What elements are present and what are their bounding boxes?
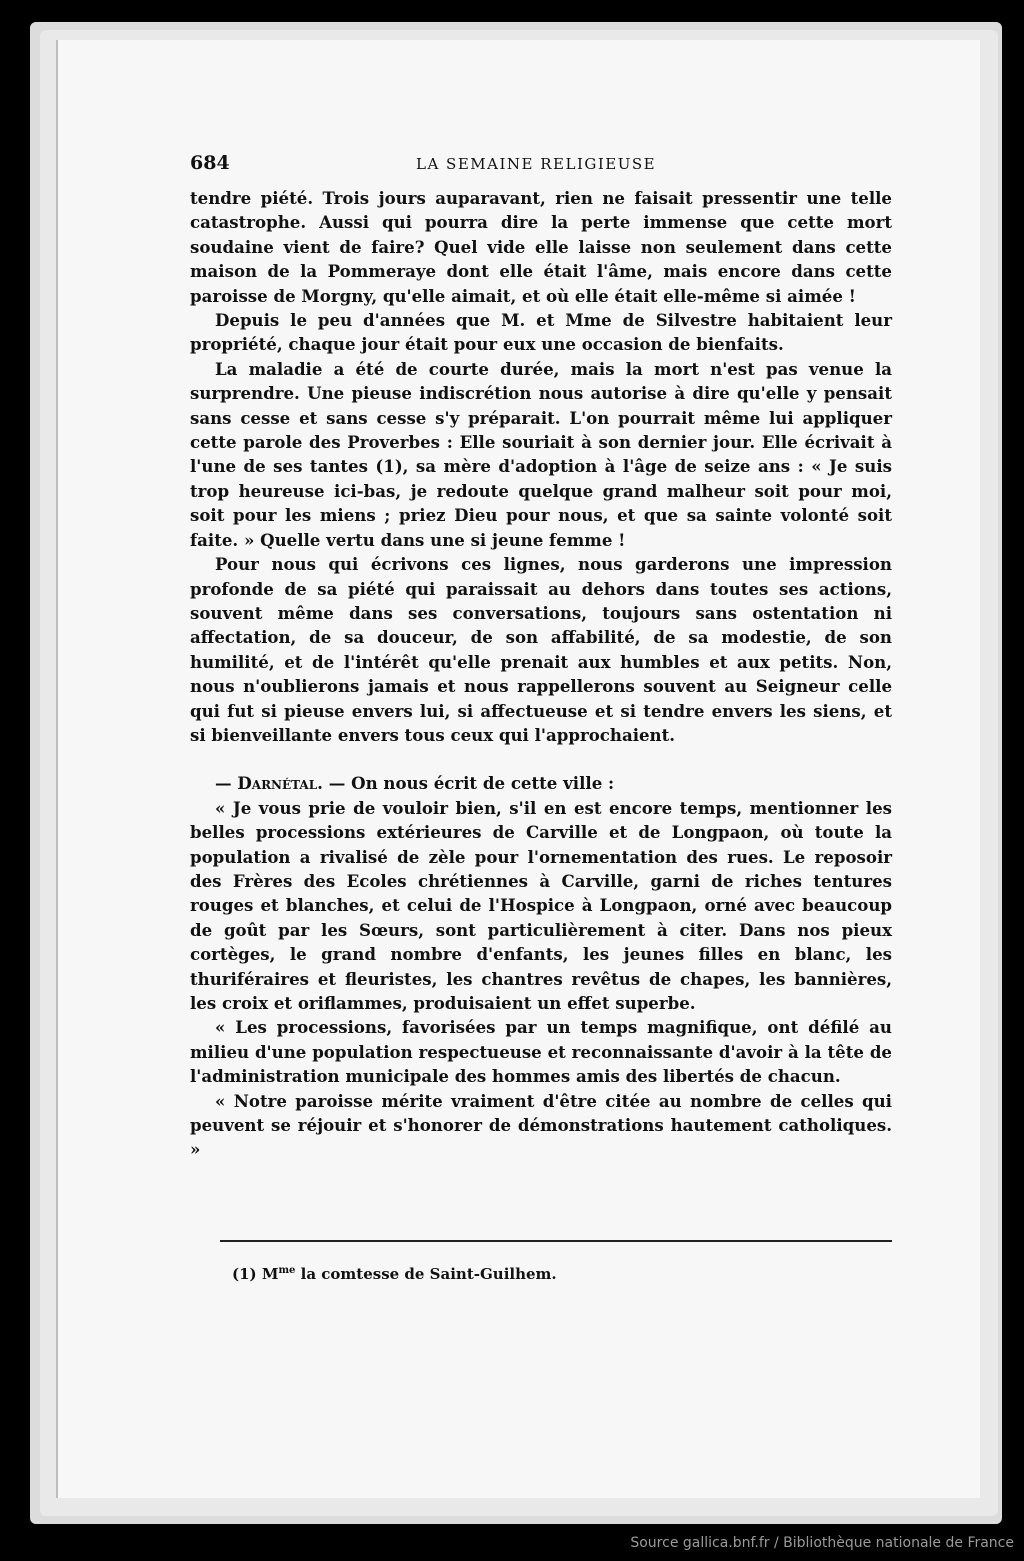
footnote-sup: me bbox=[278, 1265, 296, 1276]
paragraph-silvestre: Depuis le peu d'années que M. et Mme de Silvestre habitaient leur propriété, chaque jour était pour eux une occasion de bienfaits. bbox=[190, 310, 892, 355]
place-name: Darnétal. bbox=[237, 773, 323, 794]
page-number: 684 bbox=[190, 152, 230, 174]
source-bar bbox=[0, 1529, 1024, 1561]
heading-rest: — On nous écrit de cette ville : bbox=[322, 773, 615, 794]
paragraph-continuation: tendre piété. Trois jours auparavant, rien ne faisait pressentir une telle catastrophe. Aussi qui pourra dire la perte immense que cette mort soudaine vient de faire? Quel vide elle laisse non seulement dans cette maison de la Pommeraye dont elle était l'âme, mais encore dans cette paroisse de Morgny, qu'elle aimait, et où elle était elle-même si aimée ! bbox=[190, 188, 892, 306]
footnote-rule bbox=[220, 1240, 892, 1242]
article-body bbox=[190, 186, 892, 1162]
paragraph-processions: « Je vous prie de vouloir bien, s'il en est encore temps, mentionner les belles processions extérieures de Carville et de Longpaon, où toute la population a rivalisé de zèle pour l'ornementation des rues. Le reposoir des Frères des Ecoles chrétiennes à Carville, garni de riches tentures rouges et blanches, et celui de l'Hospice à Longpaon, orné avec beaucoup de goût par les Sœurs, sont particulièrement à citer. Dans nos pieux cortèges, le grand nombre d'enfants, les jeunes filles en blanc, les thuriféraires et fleuristes, les chantres revêtus de chapes, les bannières, les croix et oriflammes, produisaient un effet superbe. bbox=[190, 797, 892, 1013]
footnote-marker: (1) M bbox=[232, 1265, 279, 1283]
section-heading-darnetal bbox=[190, 771, 892, 795]
paragraph-paroisse: « Notre paroisse mérite vraiment d'être citée au nombre de celles qui peuvent se réjouir et s'honorer de démonstrations hautement catholiques. » bbox=[190, 1090, 892, 1160]
footnote bbox=[232, 1265, 557, 1283]
section-gap bbox=[190, 747, 892, 771]
paragraph-maladie: La maladie a été de courte durée, mais la mort n'est pas venue la surprendre. Une pieuse indiscrétion nous autorise à dire qu'elle y pensait sans cesse et sans cesse s'y préparait. L'on pourrait même lui appliquer cette parole des Proverbes : Elle souriait à son dernier jour. Elle écrivait à l'une de ses tantes (1), sa mère d'adoption à l'âge de seize ans : « Je suis trop heureuse ici-bas, je redoute quelque grand malheur soit pour moi, soit pour les miens ; priez Dieu pour nous, et que sa sainte volonté soit faite. » Quelle vertu dans une si jeune femme ! bbox=[190, 358, 892, 550]
running-title: LA SEMAINE RELIGIEUSE bbox=[416, 155, 657, 173]
footnote-text: la comtesse de Saint-Guilhem. bbox=[295, 1265, 557, 1283]
page-header bbox=[190, 152, 892, 182]
paragraph-population: « Les processions, favorisées par un temps magnifique, ont défilé au milieu d'une population respectueuse et reconnaissante d'avoir à la tête de l'administration municipale des hommes amis des libertés de chacun. bbox=[190, 1017, 892, 1087]
source-credit: Source gallica.bnf.fr / Bibliothèque nationale de France bbox=[630, 1535, 1014, 1551]
heading-dash: — bbox=[215, 773, 238, 794]
paragraph-impression: Pour nous qui écrivons ces lignes, nous garderons une impression profonde de sa piété qui paraissait au dehors dans toutes ses actions, souvent même dans ses conversations, toujours sans ostentation ni affectation, de sa douceur, de son affabilité, de sa modestie, de son humilité, et de l'intérêt qu'elle prenait aux humbles et aux petits. Non, nous n'oublierons jamais et nous rappellerons souvent au Seigneur celle qui fut si pieuse envers lui, si affectueuse et si tendre envers les siens, et si bienveillante envers tous ceux qui l'approchaient. bbox=[190, 554, 892, 745]
